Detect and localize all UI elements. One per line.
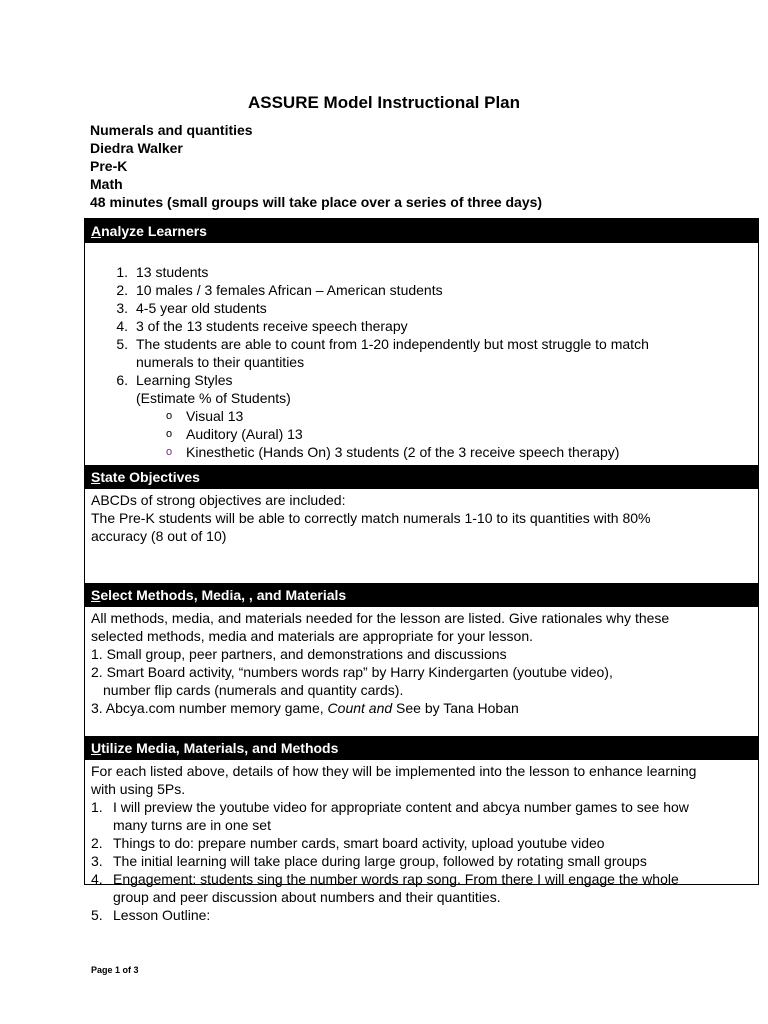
list-item: [91, 870, 752, 888]
line-text: See by Tana Hoban: [392, 700, 519, 716]
list-item: [91, 317, 752, 335]
analyze-learners-body: [85, 243, 758, 465]
select-header-rest: elect Methods, Media, , and Materials: [100, 587, 347, 603]
list-number: 6.: [116, 372, 128, 388]
select-methods-header: [85, 583, 758, 607]
list-item: [91, 798, 752, 816]
list-text: Learning Styles: [136, 372, 233, 388]
circle-bullet-icon: o: [166, 410, 173, 422]
list-item: [91, 816, 752, 834]
paragraph-line: The Pre-K students will be able to correctly match numerals 1-10 to its quantities with 80%: [91, 510, 651, 526]
list-number: 4.: [116, 318, 128, 334]
list-text: Auditory (Aural) 13: [186, 426, 303, 442]
list-number: 1.: [91, 799, 103, 815]
list-item: [91, 389, 752, 407]
list-item: [91, 353, 752, 371]
paragraph-line: with using 5Ps.: [91, 781, 186, 797]
list-number: 3.: [91, 853, 103, 869]
list-number: [91, 816, 109, 834]
line-text: 3. Abcya.com number memory game,: [91, 700, 328, 716]
list-item: [91, 906, 752, 924]
subject: Math: [90, 176, 123, 192]
list-text: Lesson Outline:: [113, 907, 211, 923]
list-item: [91, 371, 752, 389]
lesson-meta: [90, 121, 542, 211]
list-text: many turns are in one set: [113, 817, 271, 833]
list-text: 10 males / 3 females African – American students: [136, 282, 443, 298]
list-text: I will preview the youtube video for appropriate content and abcya number games to see how: [113, 799, 689, 815]
list-number: [91, 353, 128, 371]
analyze-learners-header: [85, 219, 758, 243]
list-number: 3.: [116, 300, 128, 316]
list-text: group and peer discussion about numbers and their quantities.: [113, 889, 501, 905]
utilize-media-body: [85, 760, 758, 923]
state-objectives-header: [85, 465, 758, 489]
list-text: Kinesthetic (Hands On) 3 students (2 of the 3 receive speech therapy): [186, 444, 620, 460]
list-text: 13 students: [136, 264, 209, 280]
circle-bullet-icon: o: [166, 428, 173, 440]
list-number: 1.: [116, 264, 128, 280]
page-number: Page 1 of 3: [91, 965, 139, 975]
list-item: [91, 834, 752, 852]
list-text: 4-5 year old students: [136, 300, 267, 316]
paragraph-line: number flip cards (numerals and quantity cards).: [103, 682, 404, 698]
utilize-media-header: [85, 736, 758, 760]
paragraph-line: accuracy (8 out of 10): [91, 528, 227, 544]
lesson-topic: Numerals and quantities: [90, 122, 253, 138]
list-number: 5.: [116, 336, 128, 352]
learning-styles-list: [91, 407, 752, 461]
state-objectives-body: [85, 489, 758, 583]
paragraph-line: For each listed above, details of how they will be implemented into the lesson to enhance learning: [91, 763, 697, 779]
book-title: Count and: [327, 700, 393, 716]
paragraph-line: All methods, media, and materials needed for the lesson are listed. Give rationales why these: [91, 610, 670, 626]
list-text: Engagement: students sing the number words rap song. From there I will engage the whole: [113, 871, 679, 887]
list-text: (Estimate % of Students): [136, 390, 291, 406]
list-item: [166, 443, 752, 461]
paragraph-line: [91, 699, 752, 717]
lesson-duration: 48 minutes (small groups will take place over a series of three days): [90, 194, 543, 210]
list-item: [91, 852, 752, 870]
list-item: [91, 888, 752, 906]
objectives-header-initial: S: [91, 469, 101, 485]
paragraph-line: 1. Small group, peer partners, and demonstrations and discussions: [91, 646, 507, 662]
list-text: The students are able to count from 1-20 independently but most struggle to match: [136, 336, 649, 352]
page-title: ASSURE Model Instructional Plan: [247, 93, 521, 112]
list-number: 5.: [91, 907, 103, 923]
list-text: Things to do: prepare number cards, smart board activity, upload youtube video: [113, 835, 605, 851]
grade-level: Pre-K: [90, 158, 128, 174]
list-item: [166, 425, 752, 443]
list-text: numerals to their quantities: [136, 354, 305, 370]
list-item: [166, 407, 752, 425]
analyze-list: [91, 263, 752, 407]
list-text: The initial learning will take place during large group, followed by rotating small groups: [113, 853, 647, 869]
select-methods-body: [85, 607, 758, 736]
teacher-name: Diedra Walker: [90, 140, 183, 156]
list-item: [91, 263, 752, 281]
utilize-header-initial: U: [91, 740, 102, 756]
paragraph-line: 2. Smart Board activity, “numbers words rap” by Harry Kindergarten (youtube video),: [91, 664, 613, 680]
analyze-header-rest: nalyze Learners: [101, 223, 207, 239]
list-number: 2.: [116, 282, 128, 298]
list-number: [91, 888, 109, 906]
list-text: Visual 13: [186, 408, 244, 424]
utilize-header-rest: tilize Media, Materials, and Methods: [101, 740, 339, 756]
list-number: [91, 389, 128, 407]
paragraph-line: ABCDs of strong objectives are included:: [91, 492, 346, 508]
list-number: 4.: [91, 871, 103, 887]
plan-table: [84, 218, 759, 923]
list-text: 3 of the 13 students receive speech therapy: [136, 318, 408, 334]
list-item: [91, 281, 752, 299]
utilize-list: [91, 798, 752, 924]
list-item: [91, 335, 752, 353]
analyze-header-initial: A: [91, 223, 102, 239]
objectives-header-rest: tate Objectives: [100, 469, 200, 485]
select-header-initial: S: [91, 587, 101, 603]
circle-bullet-icon: o: [166, 446, 173, 458]
paragraph-line: selected methods, media and materials are appropriate for your lesson.: [91, 628, 534, 644]
list-item: [91, 299, 752, 317]
list-number: 2.: [91, 835, 103, 851]
